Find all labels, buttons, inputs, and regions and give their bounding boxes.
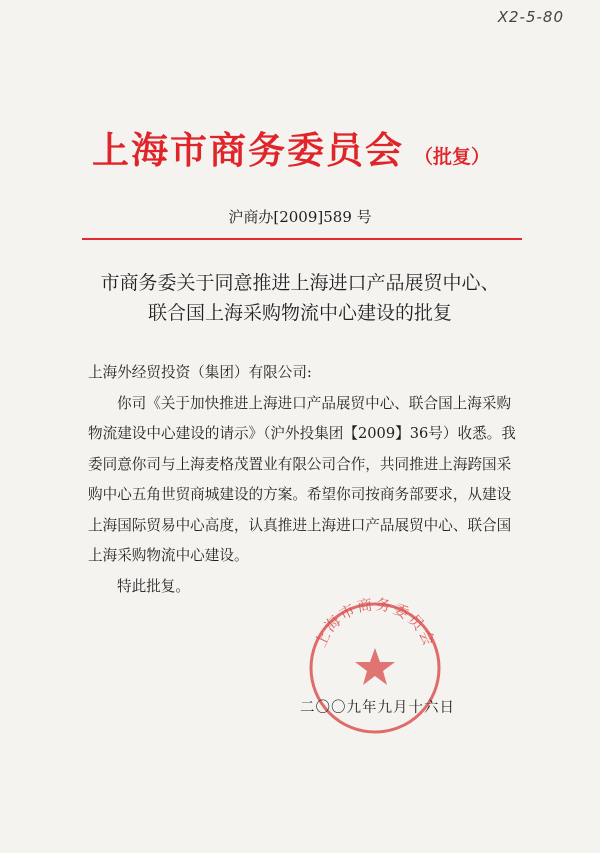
addressee: 上海外经贸投资（集团）有限公司:: [88, 364, 312, 381]
signature-date: 二〇〇九年九月十六日: [300, 700, 455, 716]
seal-text: 上海市商务委员会: [311, 595, 439, 650]
title-line-1: 市商务委关于同意推进上海进口产品展贸中心、: [100, 272, 500, 294]
handwritten-note: X2-5-80: [497, 8, 564, 26]
document-title: [0, 268, 600, 328]
document-number: 沪商办[2009]589 号: [228, 208, 372, 226]
official-seal: [300, 590, 450, 740]
body-paragraph: 你司《关于加快推进上海进口产品展贸中心、联合国上海采购物流建设中心建设的请示》（沪外投集团【2009】36号）收悉。我委同意你司与上海麦格茂置业有限公司合作，共同推进上海跨国采购中心五角世贸商城建设的方案。希望你司按商务部要求，从建设上海国际贸易中心高度，认真推进上海进口产品展贸中心、联合国上海采购物流中心建设。: [88, 394, 516, 564]
closing-line: 特此批复。: [117, 577, 190, 595]
seal-star-icon: [355, 648, 395, 685]
document-body: [88, 358, 518, 602]
red-divider-line: [82, 238, 522, 240]
title-line-2: 联合国上海采购物流中心建设的批复: [147, 302, 452, 324]
reply-tag: （批复）: [414, 146, 491, 168]
organization-name: 上海市商务委员会: [92, 128, 404, 172]
document-header: [92, 120, 490, 174]
